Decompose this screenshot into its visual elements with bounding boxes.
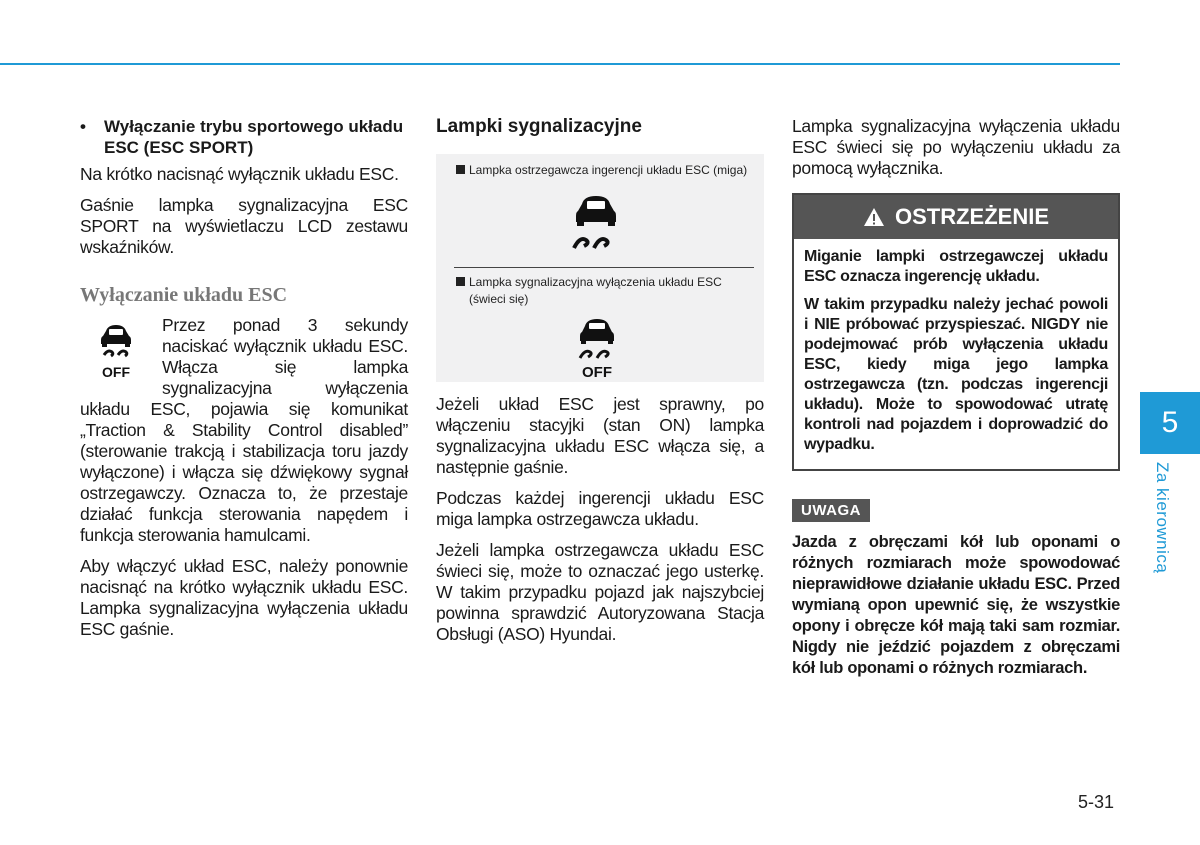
lamp-caption: Lampka ostrzegawcza ingerencji układu ESC (miga): [456, 162, 747, 179]
square-bullet-icon: [456, 165, 465, 174]
esc-off-icon: [567, 314, 627, 385]
svg-text:OFF: OFF: [102, 364, 130, 380]
lamp-panel: [436, 154, 764, 382]
top-rule: [0, 63, 1120, 65]
warning-paragraph: Miganie lampki ostrzegawczej układu ESC oznacza ingerencję układu.: [804, 248, 1108, 285]
lamp-divider: [454, 267, 754, 268]
paragraph: Lampka sygnalizacyjna wyłączenia układu ESC świeci się po wyłączeniu układu za pomocą wyłącznika.: [792, 116, 1120, 178]
warning-body: [794, 239, 1118, 469]
paragraph: Przez ponad 3 sekundy naciskać wyłącznik układu ESC. Włącza się lampka sygnalizacyjna wyłączenia układu ESC, pojawia się komunikat „Traction & Stability Control disabled” (sterowanie trakcją i stabilizacja toru jazdy wyłączone) i włącza się dźwiękowy sygnał ostrzegawczy. Oznacza to, że przestaje działać funkcja sterowania napędem i funkcja sterowania hamulcami.: [80, 315, 408, 545]
warning-header: [794, 195, 1118, 239]
notice-text: Jazda z obręczami kół lub oponami o różnych rozmiarach może spowodować nieprawidłowe działanie układu ESC. Przed wymianą opon upewnić się, że wszystkie opony i obręcze kół mają taki sam rozmiar. Nigdy nie jeździć pojazdem z obręczami kół lub oponami o różnych rozmiarach.: [792, 533, 1120, 677]
chapter-label: Za kierownicą: [1153, 462, 1172, 574]
bullet-title: Wyłączanie trybu sportowego układu ESC (ESC SPORT): [104, 117, 404, 157]
esc-off-icon: [84, 319, 148, 383]
esc-off-section: [80, 315, 408, 546]
chapter-tab: 5: [1140, 392, 1200, 454]
page-number: 5-31: [1078, 792, 1115, 812]
warning-triangle-icon: [863, 207, 885, 227]
bullet-dot: •: [80, 117, 86, 136]
section-heading: Lampki sygnalizacyjne: [436, 116, 642, 137]
column-1: [80, 116, 408, 650]
paragraph: Na krótko nacisnąć wyłącznik układu ESC.: [80, 164, 399, 184]
bullet-heading: [80, 116, 408, 158]
paragraph: Jeżeli lampka ostrzegawcza układu ESC świeci się, może to oznaczać jego usterkę. W takim przypadku pojazd jak najszybciej powinna sprawdzić Autoryzowana Stacja Obsługi (ASO) Hyundai.: [436, 540, 764, 644]
paragraph: Jeżeli układ ESC jest sprawny, po włączeniu stacyjki (stan ON) lampka sygnalizacyjna układu ESC włącza się, a następnie gaśnie.: [436, 394, 764, 477]
warning-paragraph: W takim przypadku należy jechać powoli i NIE próbować przyspieszać. NIGDY nie podejmować prób wyłączenia układu ESC, kiedy miga jego lampka ostrzegawcza (tzn. podczas ingerencji układu). Może to spowodować utratę kontroli nad pojazdem i doprowadzić do wypadku.: [804, 296, 1108, 453]
column-3: [792, 116, 1120, 689]
notice-badge: UWAGA: [792, 499, 870, 522]
esc-skid-icon: [564, 190, 628, 259]
warning-title: OSTRZEŻENIE: [894, 204, 1049, 229]
warning-box: [792, 193, 1120, 471]
paragraph: Podczas każdej ingerencji układu ESC miga lampka ostrzegawcza układu.: [436, 488, 764, 529]
svg-text:OFF: OFF: [582, 364, 612, 380]
square-bullet-icon: [456, 277, 465, 286]
lamp-caption: Lampka sygnalizacyjna wyłączenia układu ESC (świeci się): [456, 274, 722, 308]
paragraph: Aby włączyć układ ESC, należy ponownie nacisnąć na krótko wyłącznik układu ESC. Lampka sygnalizacyjna wyłączenia układu ESC gaśnie.: [80, 556, 408, 639]
paragraph: Gaśnie lampka sygnalizacyjna ESC SPORT na wyświetlaczu LCD zestawu wskaźników.: [80, 195, 408, 257]
column-2: [436, 116, 764, 655]
section-heading: Wyłączanie układu ESC: [80, 284, 288, 306]
